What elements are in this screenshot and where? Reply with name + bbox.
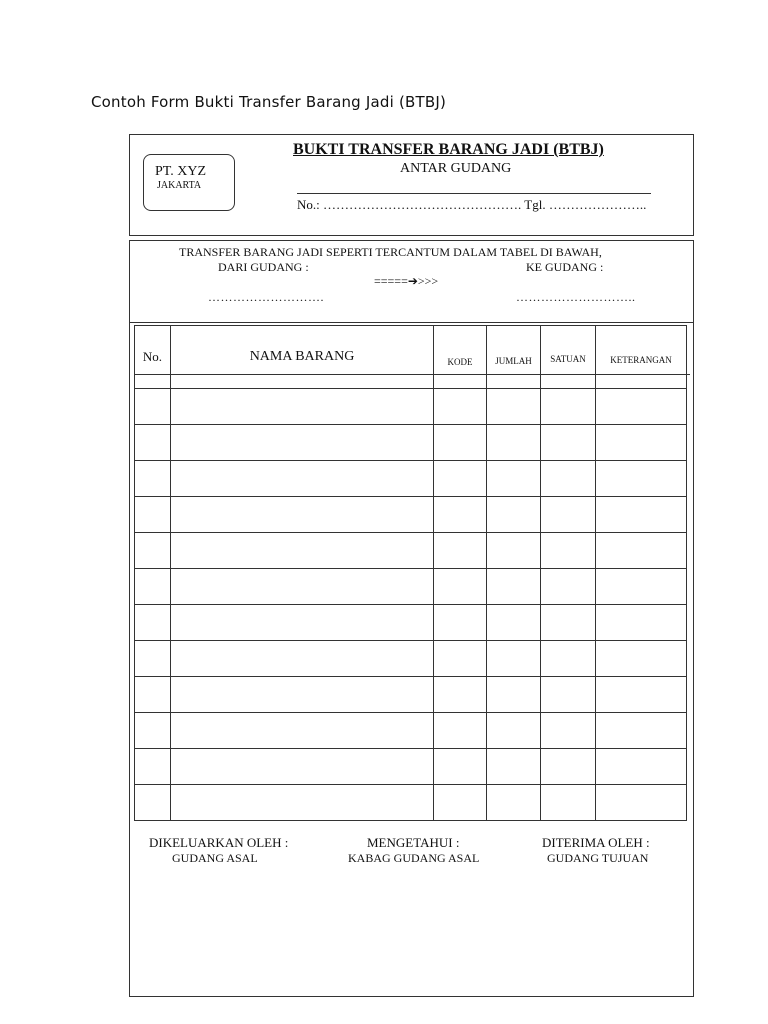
form-subtitle: ANTAR GUDANG (400, 161, 512, 176)
kode-cell[interactable] (434, 677, 487, 713)
nama-barang-cell[interactable] (171, 497, 434, 533)
satuan-cell[interactable] (541, 641, 596, 677)
jumlah-cell[interactable] (487, 389, 541, 425)
table-row (135, 425, 687, 461)
keterangan-cell[interactable] (596, 389, 687, 425)
nama-barang-cell[interactable] (171, 749, 434, 785)
nama-barang-cell[interactable] (171, 461, 434, 497)
table-row (135, 569, 687, 605)
acknowledged-by-label: MENGETAHUI : (367, 835, 460, 850)
no-cell[interactable] (135, 785, 171, 821)
jumlah-cell[interactable] (487, 605, 541, 641)
no-cell[interactable] (135, 389, 171, 425)
table-row (135, 497, 687, 533)
kode-cell[interactable] (434, 461, 487, 497)
to-warehouse-field[interactable]: ……………………….. (516, 290, 636, 304)
kode-cell[interactable] (434, 497, 487, 533)
column-header-no: No. (135, 326, 171, 389)
keterangan-cell[interactable] (596, 749, 687, 785)
received-by-label: DITERIMA OLEH : (542, 835, 650, 850)
jumlah-cell[interactable] (487, 749, 541, 785)
nama-barang-cell[interactable] (171, 569, 434, 605)
kode-cell[interactable] (434, 749, 487, 785)
kode-cell[interactable] (434, 605, 487, 641)
column-header-kode: KODE (434, 326, 487, 389)
jumlah-cell[interactable] (487, 461, 541, 497)
jumlah-cell[interactable] (487, 785, 541, 821)
no-cell[interactable] (135, 677, 171, 713)
table-row (135, 461, 687, 497)
kode-cell[interactable] (434, 533, 487, 569)
nama-barang-cell[interactable] (171, 641, 434, 677)
jumlah-cell[interactable] (487, 677, 541, 713)
keterangan-cell[interactable] (596, 641, 687, 677)
transfer-statement: TRANSFER BARANG JADI SEPERTI TERCANTUM DALAM TABEL DI BAWAH, (179, 245, 602, 259)
no-cell[interactable] (135, 425, 171, 461)
table-row (135, 533, 687, 569)
jumlah-cell[interactable] (487, 533, 541, 569)
no-cell[interactable] (135, 533, 171, 569)
jumlah-cell[interactable] (487, 497, 541, 533)
from-warehouse-label: DARI GUDANG : (218, 260, 309, 274)
kode-cell[interactable] (434, 641, 487, 677)
kode-cell[interactable] (434, 389, 487, 425)
jumlah-cell[interactable] (487, 713, 541, 749)
satuan-cell[interactable] (541, 461, 596, 497)
table-header-row (135, 326, 687, 389)
satuan-cell[interactable] (541, 569, 596, 605)
table-row (135, 713, 687, 749)
keterangan-cell[interactable] (596, 605, 687, 641)
issued-by-sub: GUDANG ASAL (172, 851, 258, 865)
nama-barang-cell[interactable] (171, 533, 434, 569)
nama-barang-cell[interactable] (171, 425, 434, 461)
nama-barang-cell[interactable] (171, 677, 434, 713)
satuan-cell[interactable] (541, 785, 596, 821)
column-header-jumlah: JUMLAH (487, 326, 541, 389)
keterangan-cell[interactable] (596, 425, 687, 461)
section-divider (130, 322, 693, 323)
satuan-cell[interactable] (541, 389, 596, 425)
table-row (135, 749, 687, 785)
to-warehouse-label: KE GUDANG : (526, 260, 604, 274)
jumlah-cell[interactable] (487, 569, 541, 605)
satuan-cell[interactable] (541, 497, 596, 533)
keterangan-cell[interactable] (596, 785, 687, 821)
table-row (135, 605, 687, 641)
no-cell[interactable] (135, 713, 171, 749)
table-row (135, 785, 687, 821)
title-divider (297, 193, 651, 194)
keterangan-cell[interactable] (596, 677, 687, 713)
satuan-cell[interactable] (541, 425, 596, 461)
kode-cell[interactable] (434, 425, 487, 461)
items-table-body (135, 389, 687, 821)
issued-by-label: DIKELUARKAN OLEH : (149, 835, 289, 850)
nama-barang-cell[interactable] (171, 713, 434, 749)
column-header-keterangan: KETERANGAN (596, 326, 687, 389)
keterangan-cell[interactable] (596, 497, 687, 533)
no-cell[interactable] (135, 605, 171, 641)
no-cell[interactable] (135, 641, 171, 677)
header-underline (134, 374, 690, 375)
satuan-cell[interactable] (541, 713, 596, 749)
no-cell[interactable] (135, 569, 171, 605)
satuan-cell[interactable] (541, 605, 596, 641)
keterangan-cell[interactable] (596, 713, 687, 749)
column-header-satuan: SATUAN (541, 326, 596, 389)
keterangan-cell[interactable] (596, 461, 687, 497)
nama-barang-cell[interactable] (171, 785, 434, 821)
jumlah-cell[interactable] (487, 425, 541, 461)
column-header-nama-barang: NAMA BARANG (171, 326, 434, 389)
keterangan-cell[interactable] (596, 569, 687, 605)
items-table (134, 325, 687, 821)
nama-barang-cell[interactable] (171, 605, 434, 641)
jumlah-cell[interactable] (487, 641, 541, 677)
table-row (135, 677, 687, 713)
nama-barang-cell[interactable] (171, 389, 434, 425)
keterangan-cell[interactable] (596, 533, 687, 569)
company-name: PT. XYZ (155, 164, 207, 179)
no-cell[interactable] (135, 497, 171, 533)
kode-cell[interactable] (434, 569, 487, 605)
no-cell[interactable] (135, 461, 171, 497)
table-row (135, 641, 687, 677)
company-box (143, 154, 235, 211)
document-heading: Contoh Form Bukti Transfer Barang Jadi (BTBJ) (91, 93, 447, 111)
acknowledged-by-sub: KABAG GUDANG ASAL (348, 851, 480, 865)
company-city: JAKARTA (157, 180, 202, 191)
form-title: BUKTI TRANSFER BARANG JADI (BTBJ) (293, 141, 604, 158)
from-warehouse-field[interactable]: ………………………. (208, 290, 324, 304)
satuan-cell[interactable] (541, 533, 596, 569)
number-date-line: No.: ………………………………………. Tgl. ………………….. (297, 197, 647, 212)
kode-cell[interactable] (434, 785, 487, 821)
received-by-sub: GUDANG TUJUAN (547, 851, 649, 865)
satuan-cell[interactable] (541, 677, 596, 713)
transfer-arrow: =====➔>>> (374, 274, 439, 288)
no-cell[interactable] (135, 749, 171, 785)
kode-cell[interactable] (434, 713, 487, 749)
table-row (135, 389, 687, 425)
satuan-cell[interactable] (541, 749, 596, 785)
